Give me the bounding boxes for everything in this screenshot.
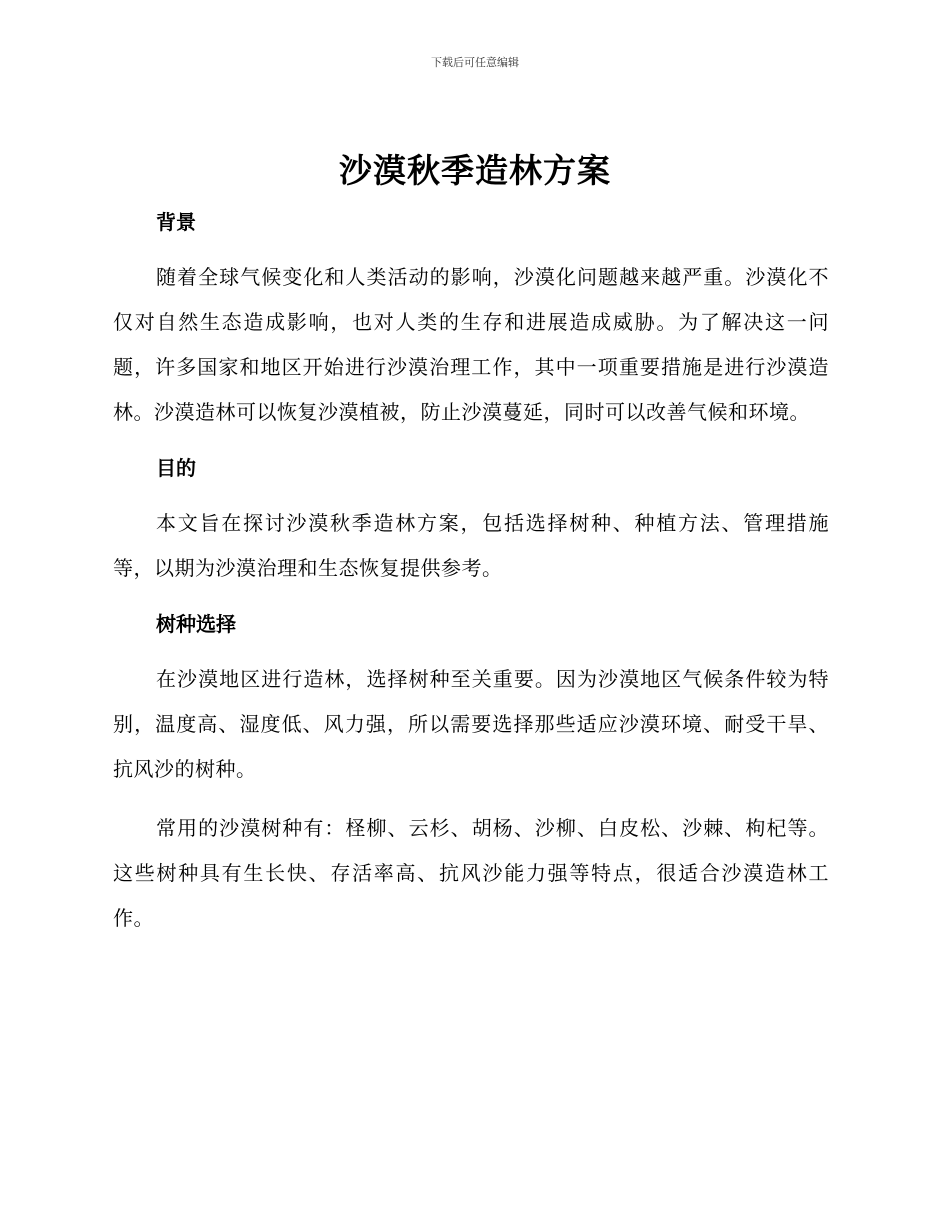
section-background: [113, 203, 829, 435]
section-purpose: [113, 449, 829, 591]
document-title: 沙漠秋季造林方案: [339, 151, 611, 190]
section-tree-selection: [113, 605, 829, 941]
paragraph: 在沙漠地区进行造林，选择树种至关重要。因为沙漠地区气候条件较为特别，温度高、湿度低、风力强，所以需要选择那些适应沙漠环境、耐受干旱、抗风沙的树种。: [113, 667, 829, 781]
paragraph: 本文旨在探讨沙漠秋季造林方案，包括选择树种、种植方法、管理措施等，以期为沙漠治理和生态恢复提供参考。: [113, 511, 829, 580]
paragraph: 常用的沙漠树种有：柽柳、云杉、胡杨、沙柳、白皮松、沙棘、枸杞等。这些树种具有生长快、存活率高、抗风沙能力强等特点，很适合沙漠造林工作。: [113, 816, 829, 930]
document-body: [113, 203, 829, 955]
section-heading: 背景: [156, 210, 196, 234]
paragraph: 随着全球气候变化和人类活动的影响，沙漠化问题越来越严重。沙漠化不仅对自然生态造成影响，也对人类的生存和进展造成威胁。为了解决这一问题，许多国家和地区开始进行沙漠治理工作，其中一项重要措施是进行沙漠造林。沙漠造林可以恢复沙漠植被，防止沙漠蔓延，同时可以改善气候和环境。: [113, 265, 829, 424]
section-heading: 树种选择: [156, 612, 236, 636]
page-header-note: 下载后可任意编辑: [431, 56, 519, 69]
section-heading: 目的: [156, 456, 196, 480]
